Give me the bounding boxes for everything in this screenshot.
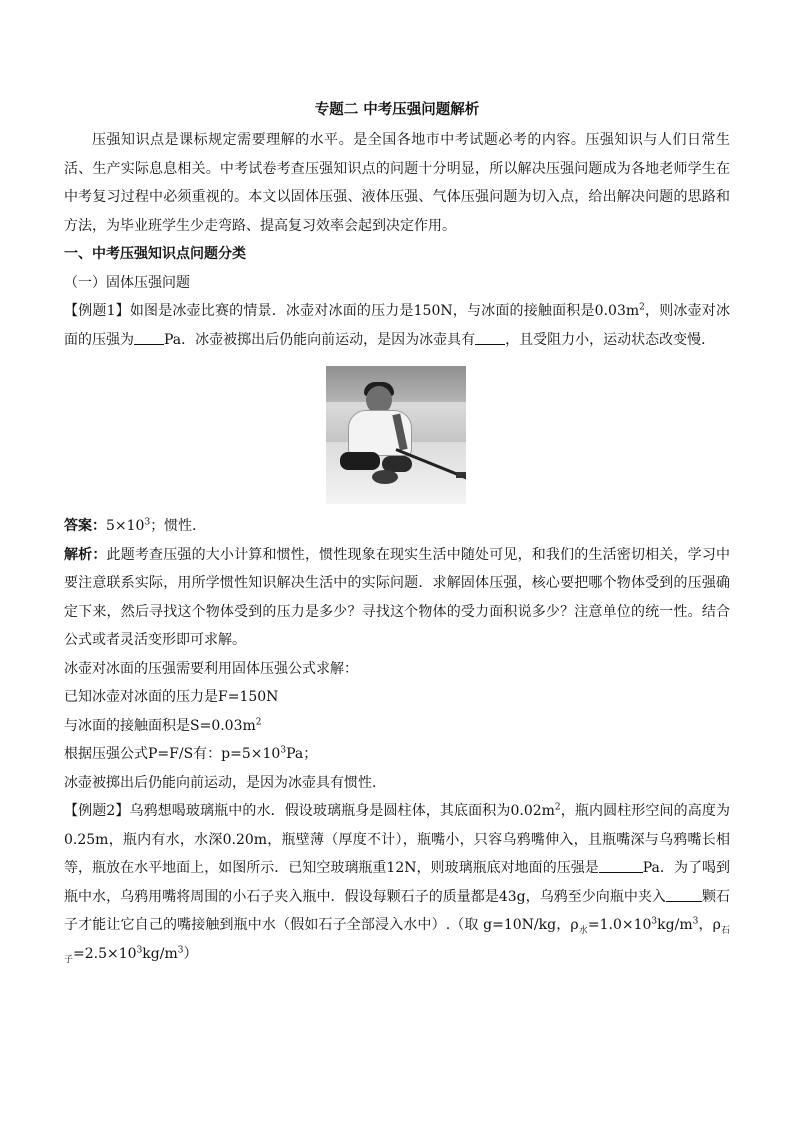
analysis-line-2: 已知冰壶对冰面的压力是F=150N xyxy=(64,689,279,705)
answer-blank-3[interactable] xyxy=(599,858,643,873)
example-2-label: 【例题2】 xyxy=(64,803,130,819)
curling-player-photo-icon xyxy=(326,366,466,504)
analysis-line-4: 根据压强公式P=F/S有：$p=5\times 10^3Pa$； xyxy=(64,745,318,762)
page-content xyxy=(64,100,730,968)
intro-paragraph: 压强知识点是课标规定需要理解的水平。是全国各地市中考试题必考的内容。压强知识与人们日常生活、生产实际息息相关。中考试卷考查压强知识点的问题十分明显，所以解决压强问题成为各地老师学生在中考复习过程中必须重视的。本文以固体压强、液体压强、气体压强问题为切入点，给出解决问题的思路和方法，为毕业班学生少走弯路、提高复习效率会起到决定作用。 xyxy=(64,132,730,234)
answer-blank-2[interactable] xyxy=(475,330,505,345)
figure-area xyxy=(64,358,730,508)
analysis-label: 解析： xyxy=(64,546,107,563)
answer-blank-4[interactable] xyxy=(666,887,702,902)
subsection-heading: （一）固体压强问题 xyxy=(64,274,190,291)
example-1-label: 【例题1】 xyxy=(64,303,130,319)
analysis-paragraph: 解析：此题考查压强的大小计算和惯性，惯性现象在现实生活中随处可见，和我们的生活密切相关，学习中要注意联系实际，用所学惯性知识解决生活中的实际问题．求解固体压强，核心要把哪个物体受到的压强确定下来，然后寻找这个物体受到的压力是多少？寻找这个物体的受力面积说多少？注意单位的统一性。结合公式或者灵活变形即可求解。 xyxy=(64,546,731,648)
page-title: 专题二 中考压强问题解析 xyxy=(314,101,480,118)
example-2: 【例题2】乌鸦想喝玻璃瓶中的水．假设玻璃瓶身是圆柱体，其底面积为$0.02m^2$，瓶内圆柱形空间的高度为0.25m，瓶内有水，水深0.20m，瓶壁薄（厚度不计），瓶嘴小，只容乌鸦嘴伸入，且瓶嘴深与乌鸦嘴长相等，瓶放在水平地面上，如图所示．已知空玻璃瓶重12N，则玻璃瓶底对地面的压强是 Pa．为了喝到瓶中水，乌鸦用嘴将周围的小石子夹入瓶中．假设每颗石子的质量都是43g，乌鸦至少向瓶中夹入 颗石子才能让它自己的嘴接触到瓶中水（假如石子全部浸入水中）.（取 g=10N/kg，$\rho_水=1.0\times 10^3kg/m^3$，$\rho_{石子}=2.5\times 10^3kg/m^3$） xyxy=(64,802,730,965)
analysis-line-3: 与冰面的接触面积是$S=0.03m^2$ xyxy=(64,716,262,734)
answer-label: 答案： xyxy=(64,518,106,534)
analysis-line-1: 冰壶对冰面的压强需要利用固体压强公式求解： xyxy=(64,660,358,677)
example-1: 【例题1】如图是冰壶比赛的情景．冰壶对冰面的压力是150N，与冰面的接触面积是$0.03m^2$，则冰壶对冰面的压强为 Pa．冰壶被掷出后仍能向前运动，是因为冰壶具有 ，且受阻力小，运动状态改变慢． xyxy=(64,302,730,348)
answer-line: 答案：$5\times 10^3$；惯性． xyxy=(64,517,207,534)
analysis-line-5: 冰壶被掷出后仍能向前运动，是因为冰壶具有惯性． xyxy=(64,774,386,791)
section-heading: 一、中考压强知识点问题分类 xyxy=(64,246,246,262)
answer-blank-1[interactable] xyxy=(134,330,164,345)
